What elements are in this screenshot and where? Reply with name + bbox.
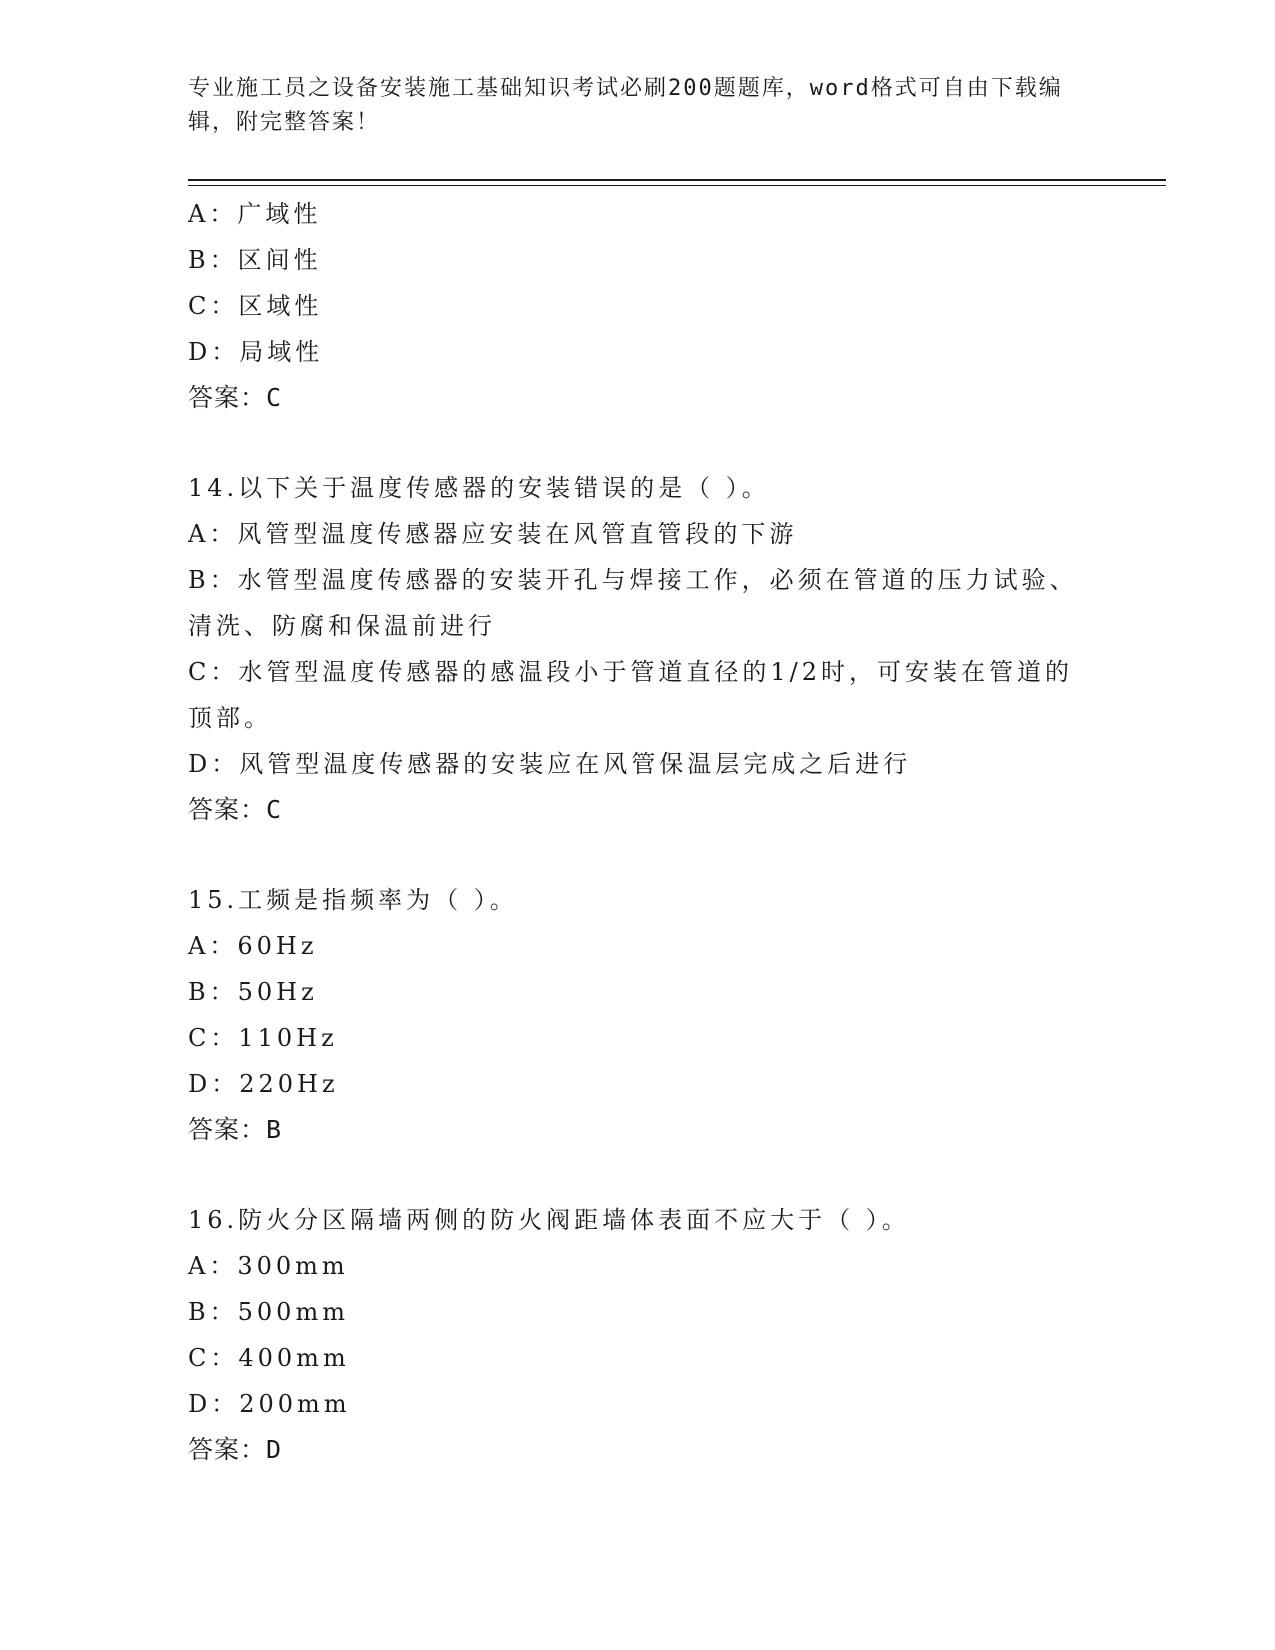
option-text: 风管型温度传感器应安装在风管直管段的下游 xyxy=(237,520,798,548)
option-c xyxy=(188,1015,1088,1061)
option-text: 风管型温度传感器的安装应在风管保温层完成之后进行 xyxy=(239,750,912,778)
option-text: 300mm xyxy=(237,1252,349,1280)
option-a xyxy=(188,191,1088,237)
header-rule-thin xyxy=(188,185,1166,186)
option-label: D： xyxy=(188,1390,240,1418)
option-a xyxy=(188,923,1088,969)
question-list xyxy=(188,191,1088,1473)
option-label: C： xyxy=(188,1024,239,1052)
option-c xyxy=(188,1335,1088,1381)
answer: 答案：D xyxy=(188,1435,283,1464)
option-a xyxy=(188,1243,1088,1289)
question-block-14 xyxy=(188,465,1088,833)
answer: 答案：B xyxy=(188,1115,283,1144)
answer: 答案：C xyxy=(188,795,283,824)
page-header: 专业施工员之设备安装施工基础知识考试必刷200题题库，word格式可自由下载编辑，附完整答案！ xyxy=(188,76,1063,135)
option-a xyxy=(188,511,1088,557)
option-text: 水管型温度传感器的感温段小于管道直径的1/2时，可安装在管道的顶部。 xyxy=(188,658,1073,732)
question-stem xyxy=(188,1197,1088,1243)
option-b xyxy=(188,969,1088,1015)
question-block-13 xyxy=(188,191,1088,421)
option-label: B： xyxy=(188,978,238,1006)
option-label: A： xyxy=(188,1252,238,1280)
question-number: 14. xyxy=(188,474,239,502)
option-text: 110Hz xyxy=(238,1024,338,1052)
option-b xyxy=(188,1289,1088,1335)
question-number: 15. xyxy=(188,886,239,914)
question-stem xyxy=(188,465,1088,511)
option-label: C： xyxy=(188,1344,239,1372)
option-c xyxy=(188,283,1088,329)
option-d xyxy=(188,329,1088,375)
question-text: 防火分区隔墙两侧的防火阀距墙体表面不应大于（ ）。 xyxy=(238,1206,910,1234)
option-d xyxy=(188,741,1088,787)
question-stem xyxy=(188,877,1088,923)
option-d xyxy=(188,1381,1088,1427)
option-label: B： xyxy=(188,566,238,594)
option-label: D： xyxy=(188,750,240,778)
option-label: B： xyxy=(188,1298,238,1326)
option-text: 500mm xyxy=(237,1298,349,1326)
question-text: 工频是指频率为（ ）。 xyxy=(238,886,518,914)
option-label: A： xyxy=(188,520,238,548)
option-text: 水管型温度传感器的安装开孔与焊接工作，必须在管道的压力试验、清洗、防腐和保温前进行 xyxy=(188,566,1078,640)
option-text: 220Hz xyxy=(239,1070,339,1098)
option-b xyxy=(188,557,1088,649)
option-label: A： xyxy=(188,200,238,228)
option-label: A： xyxy=(188,932,238,960)
question-number: 16. xyxy=(188,1206,239,1234)
header-rule-thick xyxy=(188,179,1166,181)
option-text: 局域性 xyxy=(239,338,324,366)
option-label: C： xyxy=(188,292,239,320)
option-text: 区域性 xyxy=(238,292,323,320)
answer: 答案：C xyxy=(188,383,283,412)
option-c xyxy=(188,649,1088,741)
option-text: 200mm xyxy=(239,1390,351,1418)
option-label: C： xyxy=(188,658,239,686)
question-text: 以下关于温度传感器的安装错误的是（ ）。 xyxy=(238,474,770,502)
question-block-16 xyxy=(188,1197,1088,1473)
option-text: 50Hz xyxy=(237,978,318,1006)
option-text: 60Hz xyxy=(237,932,318,960)
option-d xyxy=(188,1061,1088,1107)
option-label: D： xyxy=(188,338,240,366)
option-text: 区间性 xyxy=(237,246,322,274)
option-b xyxy=(188,237,1088,283)
option-label: D： xyxy=(188,1070,240,1098)
question-block-15 xyxy=(188,877,1088,1153)
option-text: 广域性 xyxy=(237,200,322,228)
option-text: 400mm xyxy=(238,1344,350,1372)
option-label: B： xyxy=(188,246,238,274)
